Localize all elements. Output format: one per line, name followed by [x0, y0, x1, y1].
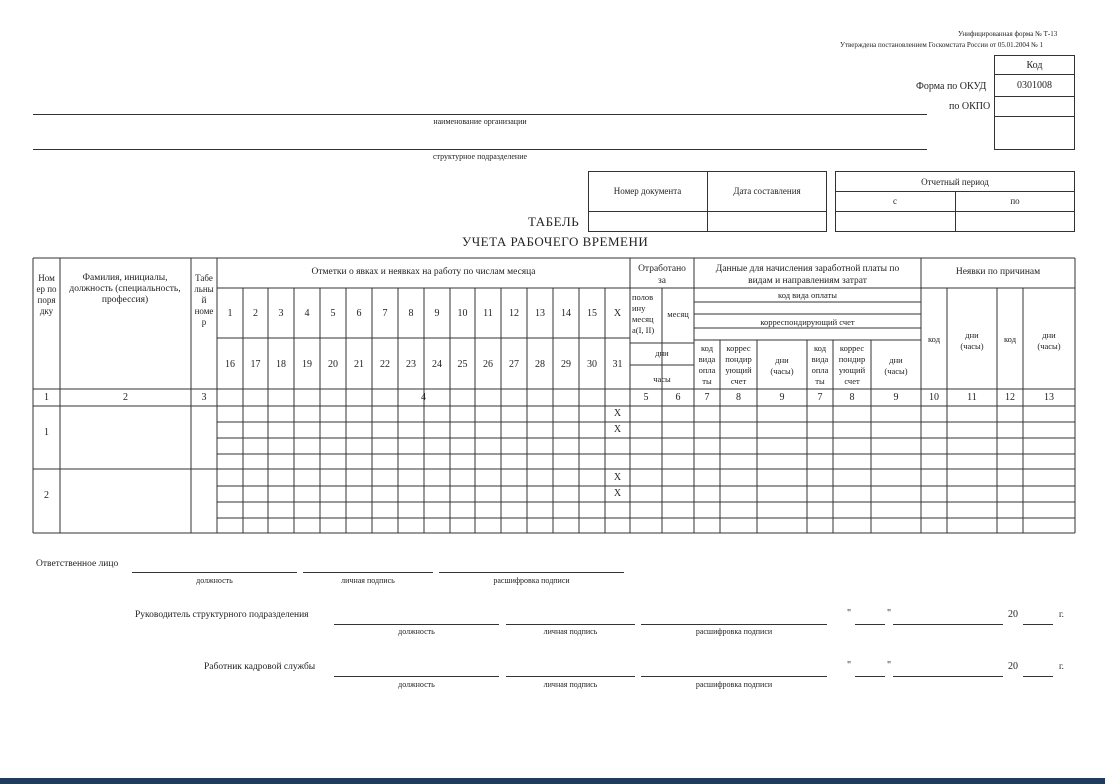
day-header-8: 8 [408, 308, 414, 319]
bottom-bar [0, 778, 1105, 784]
salary-data-header: Данные для начисления заработной платы по видам и направлениям затрат [715, 264, 900, 286]
column-number: 8 [736, 392, 741, 403]
head-decoding-field[interactable] [641, 624, 827, 625]
half-month-header: полов ину месяц а(I, II) [632, 292, 655, 335]
days-hours-subheader-2: дни (часы) [884, 355, 908, 376]
day-header-3: 3 [278, 308, 284, 319]
day-header-26: 26 [483, 359, 493, 370]
hr-quote-open: " [847, 660, 852, 671]
day-header-22: 22 [380, 359, 390, 370]
account-header: корреспондирующий счет [760, 317, 855, 327]
column-number: 4 [421, 392, 426, 403]
responsible-person-label: Ответственное лицо [36, 559, 119, 569]
day-header-21: 21 [354, 359, 364, 370]
head-position-caption: должность [398, 627, 435, 636]
hr-year-field[interactable] [1023, 676, 1053, 677]
marks-header: Отметки о явках и неявках на работу по числам месяца [311, 267, 536, 277]
column-number: 13 [1044, 392, 1054, 403]
day-header-6: 6 [356, 308, 362, 319]
day-header-11: 11 [483, 308, 493, 319]
day-header-9: 9 [434, 308, 440, 319]
pay-code-subheader-1: код вида опла ты [698, 343, 716, 386]
column-number: 6 [675, 392, 681, 403]
paycode-header: код вида оплаты [778, 290, 837, 300]
worked-hours-header: часы [653, 374, 671, 384]
head-signature-field[interactable] [506, 624, 635, 625]
day-header-27: 27 [509, 359, 519, 370]
hr-position-field[interactable] [334, 676, 499, 677]
hr-year-prefix: 20 [1008, 661, 1018, 672]
head-quote-close: " [887, 608, 892, 619]
responsible-position-caption: должность [196, 576, 233, 585]
okpo-label: по ОКПО [949, 101, 991, 112]
hr-month-field[interactable] [893, 676, 1003, 677]
head-position-field[interactable] [334, 624, 499, 625]
day-header-19: 19 [302, 359, 312, 370]
period-from-label: с [893, 196, 897, 206]
head-year-suffix: г. [1059, 609, 1064, 619]
column-number: 2 [123, 392, 128, 403]
account-subheader-1: коррес пондир ующий счет [725, 343, 752, 386]
absence-code-header-2: код [1003, 334, 1017, 344]
page-subtitle: УЧЕТА РАБОЧЕГО ВРЕМЕНИ [462, 234, 649, 249]
row-number-2: 2 [44, 490, 49, 501]
column-number: 1 [44, 392, 49, 403]
day-header-X: X [613, 308, 622, 319]
day-header-4: 4 [304, 308, 310, 319]
head-day-field[interactable] [855, 624, 885, 625]
head-decoding-caption: расшифровка подписи [695, 627, 773, 636]
day-header-30: 30 [587, 359, 597, 370]
responsible-position-field[interactable] [132, 572, 297, 573]
hr-year-suffix: г. [1059, 661, 1064, 671]
row-number-1: 1 [44, 427, 49, 438]
period-to-label: по [1010, 196, 1020, 206]
day-header-20: 20 [328, 359, 338, 370]
column-number: 11 [967, 392, 977, 403]
col-tabnum-header: Табе льны й номе р [194, 273, 214, 327]
row1-x-mark-2: X [613, 424, 622, 435]
organization-caption: наименование организации [433, 117, 527, 126]
col-name-header: Фамилия, инициалы, должность (специальность, профессия) [69, 273, 181, 305]
hr-label: Работник кадровой службы [204, 662, 316, 672]
absence-header: Неявки по причинам [955, 267, 1041, 277]
day-header-18: 18 [276, 359, 286, 370]
hr-position-caption: должность [398, 680, 435, 689]
head-label: Руководитель структурного подразделения [135, 610, 309, 620]
day-header-16: 16 [225, 359, 235, 370]
employee-1-name-cell[interactable] [60, 406, 190, 469]
day-header-24: 24 [432, 359, 442, 370]
form-code-line: Унифицированная форма № Т-13 [958, 30, 1058, 38]
absence-days-header-1: дни (часы) [960, 330, 984, 351]
day-header-29: 29 [561, 359, 571, 370]
column-number: 9 [893, 392, 899, 403]
worked-header: Отработано за [638, 264, 686, 286]
month-header: месяц [667, 309, 689, 319]
hr-quote-close: " [887, 660, 892, 671]
responsible-decoding-field[interactable] [439, 572, 624, 573]
head-year-field[interactable] [1023, 624, 1053, 625]
responsible-signature-field[interactable] [303, 572, 433, 573]
head-signature-caption: личная подпись [543, 627, 598, 636]
department-caption: структурное подразделение [432, 152, 528, 161]
row2-x-mark-2: X [613, 488, 622, 499]
account-subheader-2: коррес пондир ующий счет [838, 343, 866, 386]
hr-decoding-caption: расшифровка подписи [695, 680, 773, 689]
day-header-5: 5 [330, 308, 336, 319]
day-header-28: 28 [535, 359, 545, 370]
column-number: 9 [779, 392, 785, 403]
column-number: 8 [849, 392, 855, 403]
responsible-signature-caption: личная подпись [341, 576, 395, 585]
day-header-7: 7 [382, 308, 388, 319]
column-number: 5 [643, 392, 649, 403]
day-header-31: 31 [612, 359, 623, 370]
col-number-header: Ном ер по поря дку [36, 273, 57, 316]
day-header-12: 12 [509, 308, 519, 319]
hr-signature-field[interactable] [506, 676, 635, 677]
column-number: 3 [201, 392, 207, 403]
row2-x-mark-1: X [613, 472, 622, 483]
day-header-15: 15 [587, 308, 597, 319]
column-number: 7 [817, 392, 823, 403]
days-hours-subheader-1: дни (часы) [770, 355, 794, 376]
head-year-prefix: 20 [1008, 609, 1018, 620]
day-header-13: 13 [535, 308, 545, 319]
day-header-1: 1 [227, 308, 233, 319]
responsible-decoding-caption: расшифровка подписи [493, 576, 570, 585]
document-number-label: Номер документа [613, 186, 682, 196]
pay-code-subheader-2: код вида опла ты [811, 343, 829, 386]
day-header-10: 10 [457, 308, 468, 319]
okud-label: Форма по ОКУД [916, 81, 987, 92]
day-header-23: 23 [406, 359, 416, 370]
hr-signature-caption: личная подпись [543, 680, 598, 689]
absence-days-header-2: дни (часы) [1037, 330, 1061, 351]
hr-day-field[interactable] [855, 676, 885, 677]
absence-code-header-1: код [927, 334, 941, 344]
okud-value[interactable]: 0301008 [1017, 80, 1052, 91]
day-header-25: 25 [457, 359, 468, 370]
column-number: 7 [704, 392, 710, 403]
employee-2-name-cell[interactable] [60, 470, 190, 533]
worked-days-header: дни [655, 348, 669, 358]
day-header-17: 17 [250, 359, 261, 370]
column-number: 10 [929, 392, 939, 403]
day-header-14: 14 [561, 308, 571, 319]
page-title: ТАБЕЛЬ [528, 214, 580, 229]
code-header: Код [1026, 60, 1043, 71]
form-approval-line: Утверждена постановлением Госкомстата России от 05.01.2004 № 1 [840, 41, 1044, 49]
head-month-field[interactable] [893, 624, 1003, 625]
document-date-label: Дата составления [733, 186, 801, 196]
hr-decoding-field[interactable] [641, 676, 827, 677]
period-label: Отчетный период [921, 177, 989, 187]
head-quote-open: " [847, 608, 852, 619]
row1-x-mark-1: X [613, 408, 622, 419]
column-number: 12 [1005, 392, 1015, 403]
day-header-2: 2 [253, 308, 258, 319]
